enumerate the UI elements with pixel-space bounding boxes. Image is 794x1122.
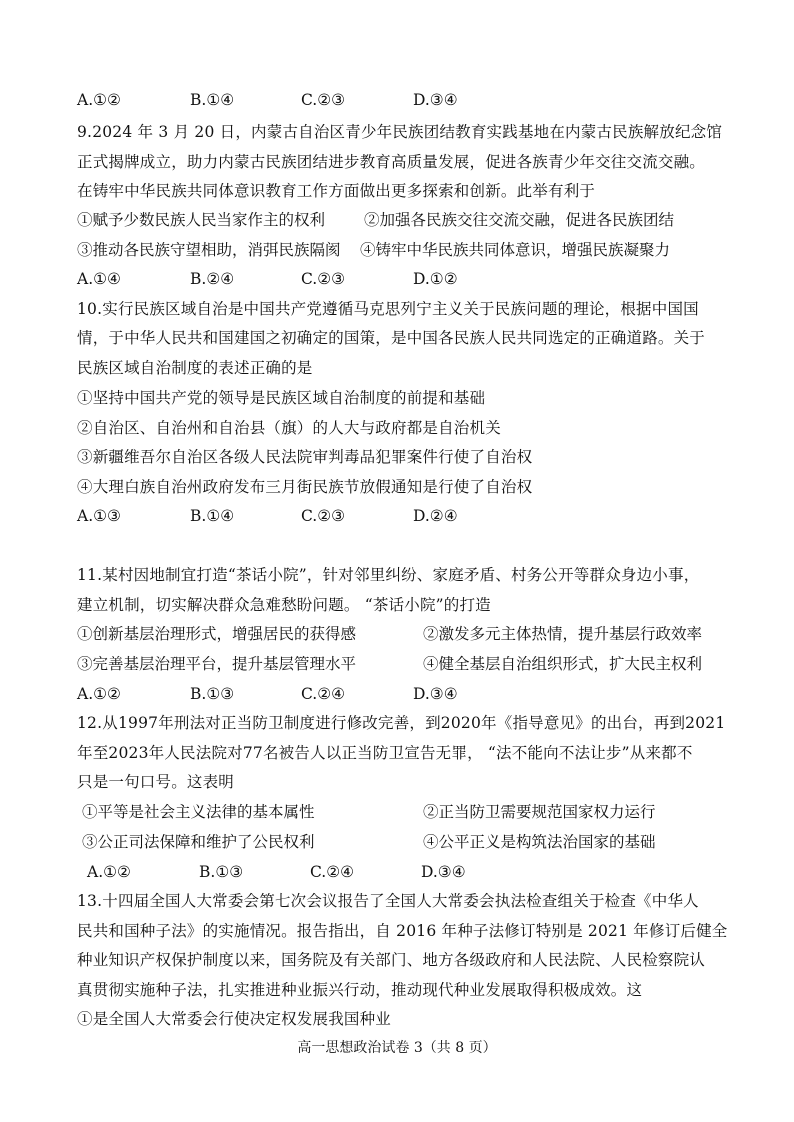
q12-item-1: ①平等是社会主义法律的基本属性: [82, 803, 315, 821]
q13-stem-line: 13.十四届全国人大常委会第七次会议报告了全国人大常委会执法检查组关于检查《中华人: [77, 892, 699, 910]
q12-item-4: ④公平正义是构筑法治国家的基础: [423, 833, 656, 851]
q9-choice-a: A.①④: [77, 270, 121, 288]
q12-stem-line: 只是一句口号。这表明: [77, 773, 235, 791]
q10-choice-c: C.②③: [301, 507, 346, 525]
q12-item-3: ③公正司法保障和维护了公民权利: [82, 833, 315, 851]
q11-stem-line: 建立机制，切实解决群众急难愁盼问题。 “茶话小院”的打造: [77, 596, 491, 614]
q13-stem-line: 民共和国种子法》的实施情况。报告指出，自 2016 年种子法修订特别是 2021 年修订后健全: [77, 922, 728, 940]
q9-item-1: ①赋予少数民族人民当家作主的权利: [77, 211, 326, 229]
q10-stem-line: 10.实行民族区域自治是中国共产党遵循马克思列宁主义关于民族问题的理论，根据中国国: [77, 300, 699, 318]
q11-item-1: ①创新基层治理形式，增强居民的获得感: [77, 625, 357, 643]
q12-item-2: ②正当防卫需要规范国家权力运行: [423, 803, 656, 821]
q12-choice-a: A.①②: [87, 863, 131, 881]
page-footer: 高一思想政治试卷 3（共 8 页）: [297, 1040, 497, 1056]
q9-item-3: ③推动各民族守望相助，消弭民族隔阂: [77, 241, 341, 259]
q10-item-1: ①坚持中国共产党的领导是民族区域自治制度的前提和基础: [77, 389, 486, 407]
q9-item-4: ④铸牢中华民族共同体意识，增强民族凝聚力: [360, 241, 671, 259]
q12-choice-c: C.②④: [310, 863, 355, 881]
q11-item-2: ②激发多元主体热情，提升基层行政效率: [423, 625, 703, 643]
q11-choice-b: B.①③: [190, 685, 235, 703]
q10-choice-b: B.①④: [190, 507, 235, 525]
q13-item-1: ①是全国人大常委会行使决定权发展我国种业: [77, 1010, 392, 1028]
q13-stem-line: 真贯彻实施种子法，扎实推进种业振兴行动，推动现代种业发展取得积极成效。这: [77, 981, 643, 999]
q9-choice-b: B.②④: [190, 270, 235, 288]
q11-item-4: ④健全基层自治组织形式，扩大民主权利: [423, 655, 703, 673]
q9-choice-c: C.②③: [301, 270, 346, 288]
q10-item-4: ④大理白族自治州政府发布三月街民族节放假通知是行使了自治权: [77, 478, 533, 496]
q11-choice-a: A.①②: [77, 685, 121, 703]
q10-item-3: ③新疆维吾尔自治区各级人民法院审判毒品犯罪案件行使了自治权: [77, 448, 533, 466]
q8-choice-d: D.③④: [413, 91, 458, 109]
q11-choice-c: C.②④: [301, 685, 346, 703]
q9-stem-line: 9.2024 年 3 月 20 日，内蒙古自治区青少年民族团结教育实践基地在内蒙古民族解放纪念馆: [77, 123, 723, 141]
q9-choice-d: D.①②: [413, 270, 458, 288]
q8-choice-a: A.①②: [77, 91, 121, 109]
q8-choice-b: B.①④: [190, 91, 235, 109]
q11-choice-d: D.③④: [413, 685, 458, 703]
q10-choice-d: D.②④: [413, 507, 458, 525]
q11-stem-line: 11.某村因地制宜打造“茶话小院”，针对邻里纠纷、家庭矛盾、村务公开等群众身边小事，: [77, 566, 700, 584]
q9-item-2: ②加强各民族交往交流交融，促进各民族团结: [364, 211, 675, 229]
q12-choice-d: D.③④: [421, 863, 466, 881]
q12-choice-b: B.①③: [199, 863, 244, 881]
q9-stem-line: 正式揭牌成立，助力内蒙古民族团结进步教育高质量发展，促进各族青少年交往交流交融。: [77, 153, 706, 171]
q9-stem-line: 在铸牢中华民族共同体意识教育工作方面做出更多探索和创新。此举有利于: [77, 182, 596, 200]
q13-stem-line: 种业知识产权保护制度以来，国务院及有关部门、地方各级政府和人民法院、人民检察院认: [77, 951, 706, 969]
q11-item-3: ③完善基层治理平台，提升基层管理水平: [77, 655, 357, 673]
q10-stem-line: 情，于中华人民共和国建国之初确定的国策，是中国各民族人民共同选定的正确道路。关于: [77, 329, 706, 347]
q12-stem-line: 年至2023年人民法院对77名被告人以正当防卫宣告无罪， “法不能向不法让步”从来都不: [77, 744, 693, 762]
q8-choice-c: C.②③: [301, 91, 346, 109]
q10-stem-line: 民族区域自治制度的表述正确的是: [77, 359, 313, 377]
q12-stem-line: 12.从1997年刑法对正当防卫制度进行修改完善，到2020年《指导意见》的出台，再到2021: [77, 714, 726, 732]
q10-item-2: ②自治区、自治州和自治县（旗）的人大与政府都是自治机关: [77, 419, 501, 437]
q10-choice-a: A.①③: [77, 507, 121, 525]
